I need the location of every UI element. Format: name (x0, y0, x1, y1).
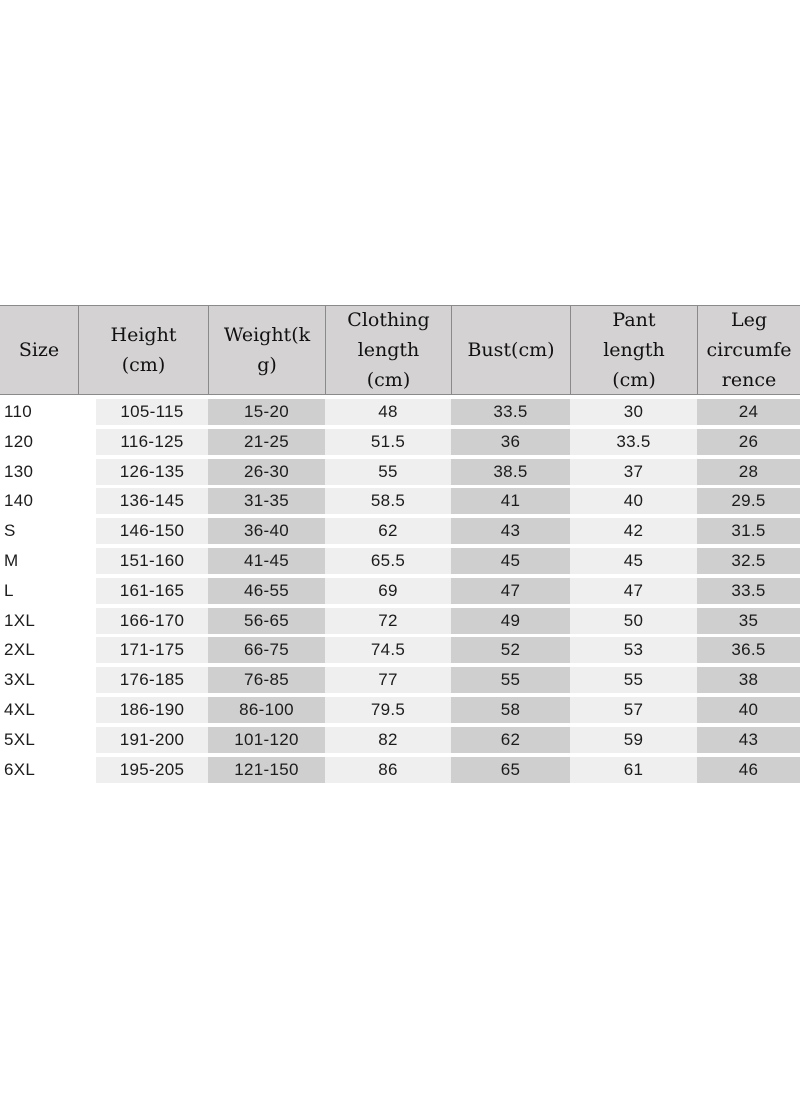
cell-bust: 62 (451, 727, 570, 753)
cell-pant-length: 30 (570, 399, 697, 425)
cell-pant-length: 42 (570, 518, 697, 544)
cell-weight: 31-35 (208, 488, 325, 514)
cell-bust: 36 (451, 429, 570, 455)
cell-bust: 65 (451, 757, 570, 783)
cell-pant-length: 50 (570, 608, 697, 634)
header-height: Height (cm) (78, 306, 208, 394)
header-size: Size (18, 339, 60, 361)
table-row (0, 488, 800, 514)
cell-size: M (0, 548, 78, 574)
cell-weight: 21-25 (208, 429, 325, 455)
cell-bust: 58 (451, 697, 570, 723)
cell-weight: 41-45 (208, 548, 325, 574)
cell-leg-circumference: 36.5 (697, 637, 800, 663)
cell-clothing-length: 65.5 (325, 548, 451, 574)
cell-bust: 33.5 (451, 399, 570, 425)
table-row (0, 399, 800, 425)
cell-leg-circumference: 46 (697, 757, 800, 783)
cell-leg-circumference: 40 (697, 697, 800, 723)
cell-clothing-length: 51.5 (325, 429, 451, 455)
cell-pant-length: 37 (570, 459, 697, 485)
cell-height: 166-170 (96, 608, 208, 634)
cell-size: 140 (0, 488, 78, 514)
cell-clothing-length: 86 (325, 757, 451, 783)
table-row (0, 727, 800, 753)
header-pant-length: Pant length (cm) (570, 306, 697, 394)
cell-height: 105-115 (96, 399, 208, 425)
cell-weight: 76-85 (208, 667, 325, 693)
cell-clothing-length: 48 (325, 399, 451, 425)
cell-weight: 101-120 (208, 727, 325, 753)
cell-size: 3XL (0, 667, 78, 693)
cell-size: L (0, 578, 78, 604)
cell-pant-length: 47 (570, 578, 697, 604)
cell-leg-circumference: 28 (697, 459, 800, 485)
cell-bust: 49 (451, 608, 570, 634)
table-row (0, 578, 800, 604)
cell-bust: 55 (451, 667, 570, 693)
cell-bust: 41 (451, 488, 570, 514)
cell-clothing-length: 69 (325, 578, 451, 604)
cell-size: 130 (0, 459, 78, 485)
cell-bust: 47 (451, 578, 570, 604)
cell-pant-length: 59 (570, 727, 697, 753)
cell-weight: 36-40 (208, 518, 325, 544)
cell-pant-length: 33.5 (570, 429, 697, 455)
table-row (0, 429, 800, 455)
header-weight: Weight(k g) (208, 306, 325, 394)
cell-pant-length: 61 (570, 757, 697, 783)
cell-height: 161-165 (96, 578, 208, 604)
cell-leg-circumference: 35 (697, 608, 800, 634)
cell-pant-length: 55 (570, 667, 697, 693)
cell-clothing-length: 79.5 (325, 697, 451, 723)
cell-weight: 66-75 (208, 637, 325, 663)
cell-height: 116-125 (96, 429, 208, 455)
cell-leg-circumference: 32.5 (697, 548, 800, 574)
table-row (0, 667, 800, 693)
cell-height: 191-200 (96, 727, 208, 753)
cell-pant-length: 57 (570, 697, 697, 723)
table-row (0, 637, 800, 663)
cell-bust: 38.5 (451, 459, 570, 485)
table-row (0, 459, 800, 485)
cell-size: 110 (0, 399, 78, 425)
cell-bust: 43 (451, 518, 570, 544)
cell-clothing-length: 55 (325, 459, 451, 485)
cell-size: 6XL (0, 757, 78, 783)
table-header-row (0, 305, 800, 395)
cell-pant-length: 53 (570, 637, 697, 663)
cell-leg-circumference: 24 (697, 399, 800, 425)
cell-size: 2XL (0, 637, 78, 663)
cell-size: 120 (0, 429, 78, 455)
cell-size: 5XL (0, 727, 78, 753)
cell-pant-length: 45 (570, 548, 697, 574)
cell-clothing-length: 82 (325, 727, 451, 753)
cell-leg-circumference: 29.5 (697, 488, 800, 514)
cell-leg-circumference: 38 (697, 667, 800, 693)
table-row (0, 697, 800, 723)
cell-weight: 26-30 (208, 459, 325, 485)
cell-clothing-length: 74.5 (325, 637, 451, 663)
cell-weight: 86-100 (208, 697, 325, 723)
cell-leg-circumference: 31.5 (697, 518, 800, 544)
cell-bust: 52 (451, 637, 570, 663)
cell-weight: 121-150 (208, 757, 325, 783)
cell-weight: 56-65 (208, 608, 325, 634)
cell-bust: 45 (451, 548, 570, 574)
table-row (0, 518, 800, 544)
cell-height: 171-175 (96, 637, 208, 663)
cell-weight: 15-20 (208, 399, 325, 425)
cell-clothing-length: 62 (325, 518, 451, 544)
cell-height: 146-150 (96, 518, 208, 544)
cell-clothing-length: 72 (325, 608, 451, 634)
cell-weight: 46-55 (208, 578, 325, 604)
cell-height: 136-145 (96, 488, 208, 514)
cell-leg-circumference: 33.5 (697, 578, 800, 604)
cell-leg-circumference: 43 (697, 727, 800, 753)
cell-height: 151-160 (96, 548, 208, 574)
cell-clothing-length: 77 (325, 667, 451, 693)
header-leg-circumference: Leg circumfe rence (697, 306, 800, 394)
cell-leg-circumference: 26 (697, 429, 800, 455)
cell-size: 4XL (0, 697, 78, 723)
cell-height: 176-185 (96, 667, 208, 693)
table-row (0, 757, 800, 783)
table-row (0, 608, 800, 634)
header-bust: Bust(cm) (451, 306, 570, 394)
table-row (0, 548, 800, 574)
header-clothing-length: Clothing length (cm) (325, 306, 451, 394)
cell-size: 1XL (0, 608, 78, 634)
cell-pant-length: 40 (570, 488, 697, 514)
cell-clothing-length: 58.5 (325, 488, 451, 514)
cell-size: S (0, 518, 78, 544)
cell-height: 126-135 (96, 459, 208, 485)
cell-height: 195-205 (96, 757, 208, 783)
cell-height: 186-190 (96, 697, 208, 723)
